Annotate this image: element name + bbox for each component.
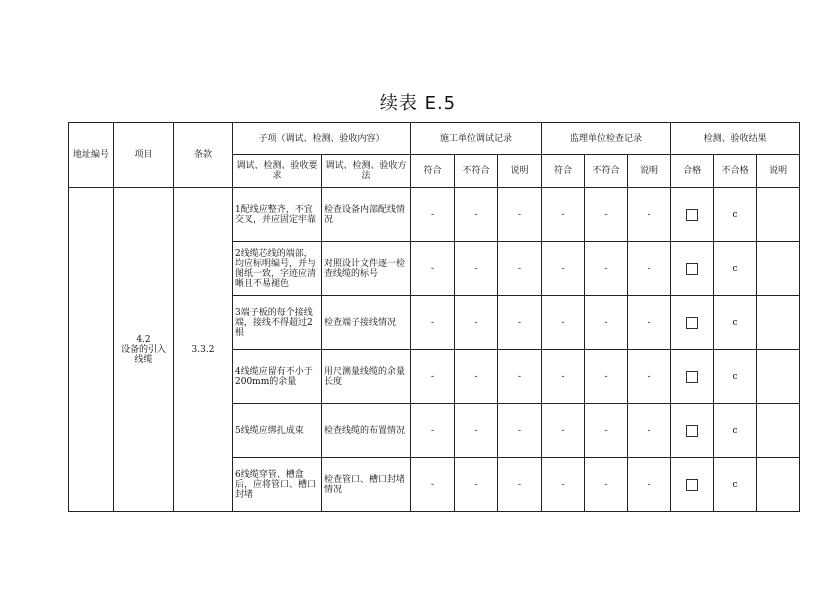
- address-code-cell: [69, 188, 114, 512]
- construction-nonconform: -: [455, 242, 498, 296]
- qualified-cell: [671, 296, 714, 350]
- supervision-note: -: [628, 188, 671, 242]
- header-r-note: 说明: [757, 155, 800, 188]
- qualified-cell: [671, 404, 714, 458]
- construction-conform: -: [411, 404, 455, 458]
- acceptance-table: [68, 122, 800, 512]
- header-construction-record: 施工单位调试记录: [411, 123, 542, 155]
- result-note-cell: [757, 404, 800, 458]
- method-cell: 检查设备内部配线情况: [322, 188, 411, 242]
- requirement-cell: 2线缆芯线的端部，均应标明编号，并与图纸一致，字迹应清晰且不易褪色: [233, 242, 322, 296]
- supervision-conform: -: [542, 296, 585, 350]
- header-s-note: 说明: [628, 155, 671, 188]
- construction-note: -: [498, 188, 542, 242]
- header-c-conform: 符合: [411, 155, 455, 188]
- result-note-cell: [757, 296, 800, 350]
- supervision-note: -: [628, 404, 671, 458]
- header-address-code: 地址编号: [69, 123, 114, 188]
- requirement-cell: 6线缆穿管、槽盒后，应将管口、槽口封堵: [233, 458, 322, 512]
- unqualified-cell: c: [714, 188, 757, 242]
- header-unqualified: 不合格: [714, 155, 757, 188]
- requirement-cell: 5线缆应绑扎成束: [233, 404, 322, 458]
- clause-cell: 3.3.2: [174, 188, 233, 512]
- supervision-nonconform: -: [585, 350, 628, 404]
- construction-conform: -: [411, 188, 455, 242]
- method-cell: 检查管口、槽口封堵情况: [322, 458, 411, 512]
- requirement-cell: 1配线应整齐，不宜交叉，并应固定牢靠: [233, 188, 322, 242]
- header-clause: 条款: [174, 123, 233, 188]
- header-c-nonconform: 不符合: [455, 155, 498, 188]
- construction-nonconform: -: [455, 404, 498, 458]
- qualified-checkbox[interactable]: [686, 479, 698, 491]
- construction-nonconform: -: [455, 188, 498, 242]
- construction-nonconform: -: [455, 458, 498, 512]
- qualified-cell: [671, 188, 714, 242]
- construction-conform: -: [411, 296, 455, 350]
- construction-nonconform: -: [455, 350, 498, 404]
- header-sub-item: 子项（调试、检测、验收内容）: [233, 123, 411, 155]
- qualified-checkbox[interactable]: [686, 425, 698, 437]
- unqualified-cell: c: [714, 458, 757, 512]
- construction-conform: -: [411, 350, 455, 404]
- qualified-checkbox[interactable]: [686, 209, 698, 221]
- result-note-cell: [757, 242, 800, 296]
- supervision-nonconform: -: [585, 404, 628, 458]
- supervision-conform: -: [542, 404, 585, 458]
- header-supervision-record: 监理单位检查记录: [542, 123, 671, 155]
- header-c-note: 说明: [498, 155, 542, 188]
- method-cell: 检查线缆的布置情况: [322, 404, 411, 458]
- supervision-conform: -: [542, 188, 585, 242]
- header-requirement: 调试、检测、验收要求: [233, 155, 322, 188]
- result-note-cell: [757, 458, 800, 512]
- supervision-note: -: [628, 350, 671, 404]
- construction-note: -: [498, 296, 542, 350]
- construction-note: -: [498, 350, 542, 404]
- header-qualified: 合格: [671, 155, 714, 188]
- header-s-conform: 符合: [542, 155, 585, 188]
- supervision-conform: -: [542, 242, 585, 296]
- header-s-nonconform: 不符合: [585, 155, 628, 188]
- supervision-conform: -: [542, 458, 585, 512]
- requirement-cell: 3端子板的每个接线端，接线不得超过2根: [233, 296, 322, 350]
- construction-note: -: [498, 242, 542, 296]
- result-note-cell: [757, 350, 800, 404]
- construction-conform: -: [411, 242, 455, 296]
- result-note-cell: [757, 188, 800, 242]
- item-name: 设备的引入线缆: [120, 344, 166, 365]
- table-row: [69, 188, 800, 242]
- supervision-nonconform: -: [585, 242, 628, 296]
- header-item: 项目: [114, 123, 174, 188]
- construction-nonconform: -: [455, 296, 498, 350]
- item-code: 4.2: [136, 334, 151, 345]
- supervision-nonconform: -: [585, 296, 628, 350]
- method-cell: 检查端子接线情况: [322, 296, 411, 350]
- unqualified-cell: c: [714, 350, 757, 404]
- supervision-note: -: [628, 296, 671, 350]
- supervision-nonconform: -: [585, 188, 628, 242]
- qualified-checkbox[interactable]: [686, 317, 698, 329]
- construction-note: -: [498, 404, 542, 458]
- item-cell: [114, 188, 174, 512]
- supervision-conform: -: [542, 350, 585, 404]
- method-cell: 用尺测量线缆的余量长度: [322, 350, 411, 404]
- supervision-note: -: [628, 458, 671, 512]
- requirement-cell: 4线缆应留有不小于200mm的余量: [233, 350, 322, 404]
- unqualified-cell: c: [714, 242, 757, 296]
- construction-conform: -: [411, 458, 455, 512]
- header-result: 检测、验收结果: [671, 123, 800, 155]
- qualified-cell: [671, 242, 714, 296]
- unqualified-cell: c: [714, 404, 757, 458]
- qualified-cell: [671, 458, 714, 512]
- construction-note: -: [498, 458, 542, 512]
- qualified-cell: [671, 350, 714, 404]
- method-cell: 对照设计文件逐一检查线缆的标号: [322, 242, 411, 296]
- unqualified-cell: c: [714, 296, 757, 350]
- supervision-note: -: [628, 242, 671, 296]
- qualified-checkbox[interactable]: [686, 263, 698, 275]
- supervision-nonconform: -: [585, 458, 628, 512]
- qualified-checkbox[interactable]: [686, 371, 698, 383]
- header-method: 调试、检测、验收方法: [322, 155, 411, 188]
- page-title: 续表 E.5: [379, 93, 457, 114]
